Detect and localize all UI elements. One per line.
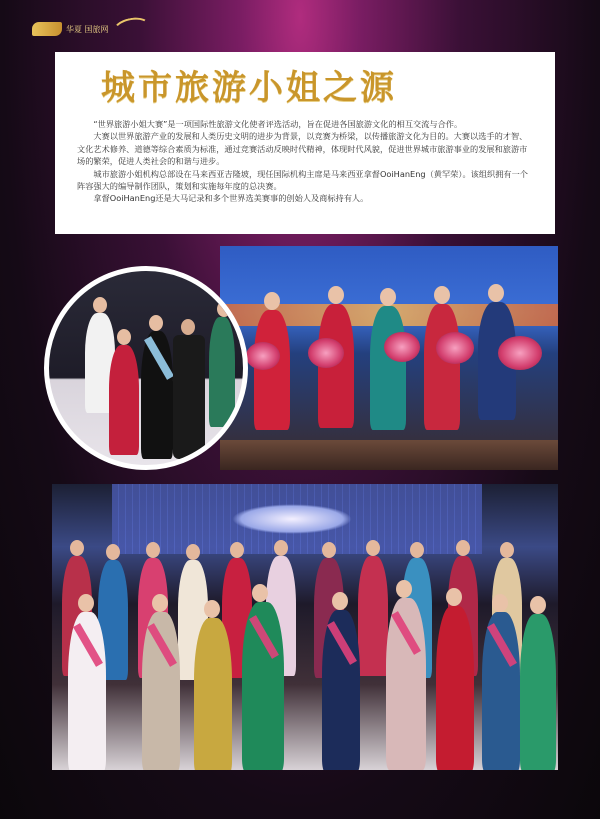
winner-figure — [424, 286, 460, 430]
winner-figure — [318, 286, 354, 428]
article-paragraph-3: 城市旅游小姐机构总部设在马来西亚吉隆坡，现任国际机构主席是马来西亚拿督OoiHanEng（黄罕荣）。该组织拥有一个阵容强大的编导制作团队，策划和实施每年度的总决赛。 — [77, 168, 528, 192]
header-logo — [32, 18, 151, 40]
article-paragraph-4: 拿督OoiHanEng还是大马记录和多个世界选美赛事的创始人及商标持有人。 — [93, 193, 369, 204]
contestant-figure — [209, 301, 235, 427]
contestant-figure — [322, 592, 360, 770]
logo-text: 华夏 国旅网 — [66, 24, 109, 34]
contestant-figure — [142, 594, 180, 770]
article-body — [77, 118, 533, 205]
winner-figure — [254, 292, 290, 430]
contestants-photo — [44, 266, 248, 470]
finalists-photo — [52, 484, 558, 770]
article-headline: 城市旅游小姐之源 — [101, 68, 397, 108]
contestant-figure — [242, 584, 284, 770]
contestant-figure — [141, 315, 173, 459]
contestant-figure — [482, 594, 520, 770]
contestant-figure — [386, 580, 426, 770]
contestant-figure — [436, 588, 474, 770]
winner-figure — [478, 284, 516, 420]
article-panel — [55, 52, 555, 234]
swoosh-icon — [111, 15, 152, 43]
stage-logo-icon — [232, 504, 352, 534]
contestant-figure — [68, 594, 106, 770]
contestant-figure — [194, 600, 232, 770]
article-paragraph-2: 大赛以世界旅游产业的发展和人类历史文明的进步为背景，以竞赛为桥梁，以传播旅游文化为目的。大赛以选手的才智、文化艺术修养、道德等综合素质为标准，通过竞赛活动反映时代精神，体现时代风貌，促进世界城市旅游事业的发展和旅游市场的繁荣，促进人类社会的和谐与进步。 — [77, 131, 528, 167]
article-paragraph-1: “世界旅游小姐大赛”是一项国际性旅游文化使者评选活动，旨在促进各国旅游文化的相互交流与合作。 — [93, 119, 463, 129]
stage-floor — [220, 440, 558, 470]
winners-photo — [220, 246, 558, 470]
winner-figure — [370, 288, 406, 430]
man-figure — [173, 319, 205, 459]
event-logo-icon — [32, 22, 62, 36]
contestant-figure — [109, 329, 139, 455]
contestant-figure — [358, 540, 388, 676]
contestant-figure — [520, 596, 556, 770]
